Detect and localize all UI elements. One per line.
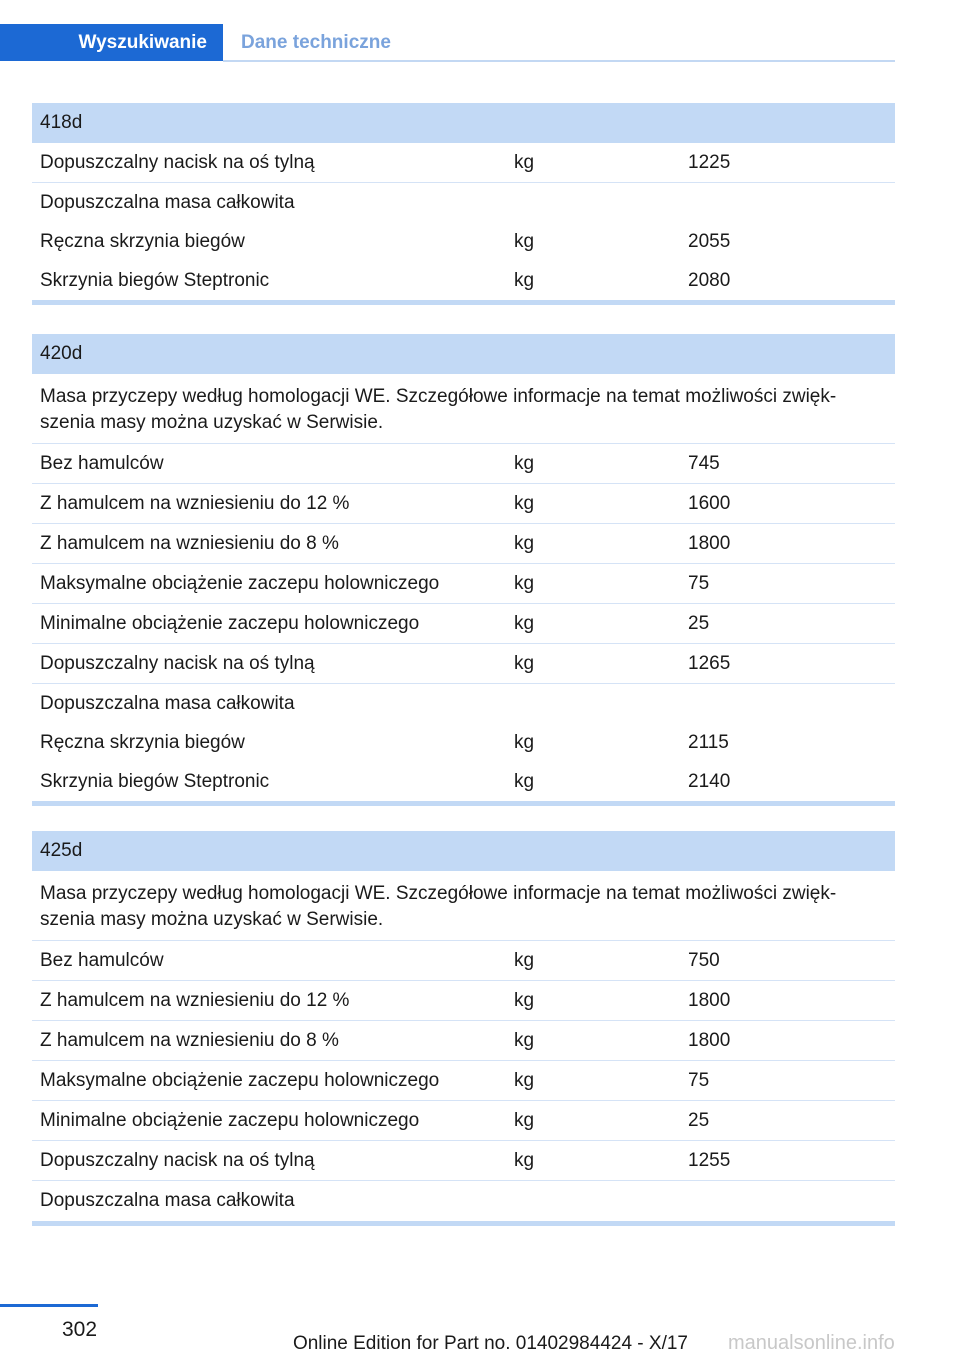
row-value: 1600	[688, 492, 731, 514]
row-unit: kg	[514, 949, 535, 971]
table-title: 420d	[32, 334, 895, 374]
row-unit: kg	[514, 1029, 535, 1051]
row-value: 25	[688, 612, 710, 634]
table-note: Masa przyczepy według homologacji WE. Szczegółowe informacje na temat możliwości zwięk-szenia masy można uzyskać w Serwisie.	[32, 871, 895, 941]
row-label: Skrzynia biegów Steptronic	[40, 269, 270, 291]
top-navigation	[0, 24, 895, 62]
row-label: Maksymalne obciążenie zaczepu holowniczego	[40, 1069, 440, 1091]
table-row	[32, 1181, 895, 1221]
table-row	[32, 183, 895, 222]
row-value: 1265	[688, 652, 731, 674]
row-label: Dopuszczalna masa całkowita	[40, 191, 295, 213]
table-row	[32, 762, 895, 801]
row-unit: kg	[514, 652, 535, 674]
row-label: Z hamulcem na wzniesieniu do 8 %	[40, 1029, 339, 1051]
tab-dane-techniczne[interactable]: Dane techniczne	[241, 31, 391, 53]
row-label: Ręczna skrzynia biegów	[40, 230, 245, 252]
table-row	[32, 1101, 895, 1141]
table-row	[32, 484, 895, 524]
table-row	[32, 1141, 895, 1181]
row-label: Minimalne obciążenie zaczepu holowniczego	[40, 1109, 420, 1131]
table-row	[32, 524, 895, 564]
row-value: 1800	[688, 532, 731, 554]
row-value: 750	[688, 949, 720, 971]
watermark: manualsonline.info	[728, 1332, 895, 1354]
row-value: 1800	[688, 989, 731, 1011]
row-value: 2115	[688, 731, 729, 753]
row-label: Skrzynia biegów Steptronic	[40, 770, 270, 792]
table-note: Masa przyczepy według homologacji WE. Szczegółowe informacje na temat możliwości zwięk-szenia masy można uzyskać w Serwisie.	[32, 374, 895, 444]
tab-wyszukiwanie[interactable]: Wyszukiwanie	[0, 24, 223, 61]
row-unit: kg	[514, 269, 535, 291]
table-title: 425d	[32, 831, 895, 871]
row-unit: kg	[514, 731, 535, 753]
row-unit: kg	[514, 230, 535, 252]
row-label: Dopuszczalna masa całkowita	[40, 1190, 295, 1211]
row-value: 2080	[688, 269, 731, 291]
table-end-bar	[32, 801, 895, 806]
row-label: Ręczna skrzynia biegów	[40, 731, 245, 753]
row-label: Dopuszczalny nacisk na oś tylną	[40, 652, 315, 674]
table-row	[32, 604, 895, 644]
row-unit: kg	[514, 1109, 535, 1131]
row-label: Dopuszczalna masa całkowita	[40, 692, 295, 714]
table-420d	[32, 334, 895, 806]
row-label: Z hamulcem na wzniesieniu do 12 %	[40, 492, 350, 514]
edition-note: Online Edition for Part no. 01402984424 - X/17	[292, 1333, 688, 1354]
table-title: 418d	[32, 103, 895, 143]
row-value: 745	[688, 452, 720, 474]
row-value: 25	[688, 1109, 710, 1131]
row-unit: kg	[514, 1149, 535, 1171]
row-value: 1255	[688, 1149, 731, 1171]
row-unit: kg	[514, 452, 535, 474]
table-row	[32, 261, 895, 300]
row-unit: kg	[514, 770, 535, 792]
row-label: Maksymalne obciążenie zaczepu holowniczego	[40, 572, 440, 594]
row-value: 75	[688, 572, 710, 594]
table-row	[32, 143, 895, 183]
row-label: Bez hamulców	[40, 452, 164, 474]
header-divider	[223, 60, 895, 62]
row-label: Z hamulcem na wzniesieniu do 12 %	[40, 989, 350, 1011]
row-label: Bez hamulców	[40, 949, 164, 971]
row-unit: kg	[514, 492, 535, 514]
table-row	[32, 684, 895, 723]
row-label: Dopuszczalny nacisk na oś tylną	[40, 151, 315, 173]
row-value: 2140	[688, 770, 731, 792]
row-unit: kg	[514, 989, 535, 1011]
row-value: 1225	[688, 151, 731, 173]
row-unit: kg	[514, 151, 535, 173]
table-end-bar	[32, 1221, 895, 1226]
row-unit: kg	[514, 1069, 535, 1091]
row-label: Z hamulcem na wzniesieniu do 8 %	[40, 532, 339, 554]
table-row	[32, 644, 895, 684]
row-label: Minimalne obciążenie zaczepu holowniczego	[40, 612, 420, 634]
table-row	[32, 564, 895, 604]
table-end-bar	[32, 300, 895, 305]
table-row	[32, 1061, 895, 1101]
table-row	[32, 1021, 895, 1061]
row-value: 2055	[688, 230, 731, 252]
row-unit: kg	[514, 572, 535, 594]
row-unit: kg	[514, 612, 535, 634]
table-425d	[32, 831, 895, 1226]
table-row	[32, 222, 895, 261]
row-unit: kg	[514, 532, 535, 554]
page-number: 302	[62, 1318, 98, 1341]
table-row	[32, 981, 895, 1021]
table-418d	[32, 103, 895, 305]
table-row	[32, 444, 895, 484]
row-value: 1800	[688, 1029, 731, 1051]
row-label: Dopuszczalny nacisk na oś tylną	[40, 1149, 315, 1171]
row-value: 75	[688, 1069, 710, 1091]
table-row	[32, 941, 895, 981]
table-row	[32, 723, 895, 762]
page-number-rule	[0, 1304, 98, 1307]
